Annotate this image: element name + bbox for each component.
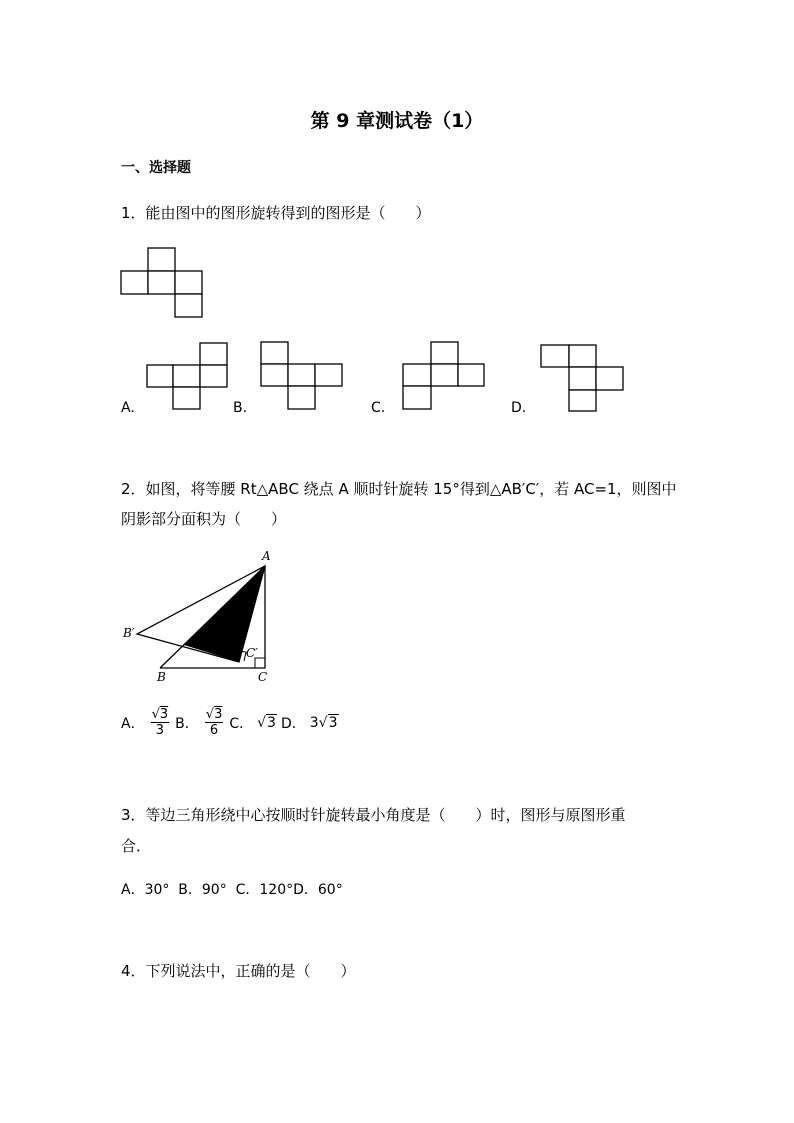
q1-option-c-label: C.: [371, 400, 386, 416]
question-2-line-2: 阴影部分面积为（ ）: [121, 510, 287, 528]
question-2-options: [121, 707, 339, 738]
question-3-line-1: 3．等边三角形绕中心按顺时针旋转最小角度是（ ）时，图形与原图形重: [121, 806, 626, 824]
label-point-b: B: [157, 670, 166, 684]
q2-option-c-value: √3: [257, 714, 276, 731]
q2-option-b-value: $\frac{√3}{6}$: [205, 707, 223, 738]
question-3-options: A．30° B．90° C．120°D．60°: [121, 882, 343, 898]
question-4-text: 4．下列说法中，正确的是（ ）: [121, 962, 356, 980]
q2-option-c-label: C．: [229, 715, 254, 732]
q1-option-b-label: B.: [233, 400, 248, 416]
q1-option-a-label: A.: [121, 400, 135, 416]
label-point-a: A: [262, 549, 271, 563]
q1-option-d-label: D.: [511, 400, 527, 416]
label-point-c: C: [258, 670, 268, 684]
section-heading: 一、选择题: [121, 160, 191, 176]
label-point-c-prime: C′: [246, 646, 258, 660]
page-title: 第 9 章测试卷（1）: [310, 110, 484, 132]
label-point-b-prime: B′: [123, 626, 135, 640]
q2-option-a-label: A．: [121, 715, 145, 732]
q2-option-d-label: D．: [280, 715, 306, 732]
question-1-text: 1．能由图中的图形旋转得到的图形是（ ）: [121, 204, 431, 222]
q2-option-d-value: 3√3: [309, 714, 338, 731]
question-3-line-2: 合．: [121, 837, 152, 855]
question-2-line-1: 2．如图，将等腰 Rt△ABC 绕点 A 顺时针旋转 15°得到△AB′C′，若 AC=1，则图中: [121, 480, 677, 498]
q2-option-b-label: B．: [175, 715, 199, 732]
q2-option-a-value: $\frac{√3}{3}$: [151, 707, 169, 738]
